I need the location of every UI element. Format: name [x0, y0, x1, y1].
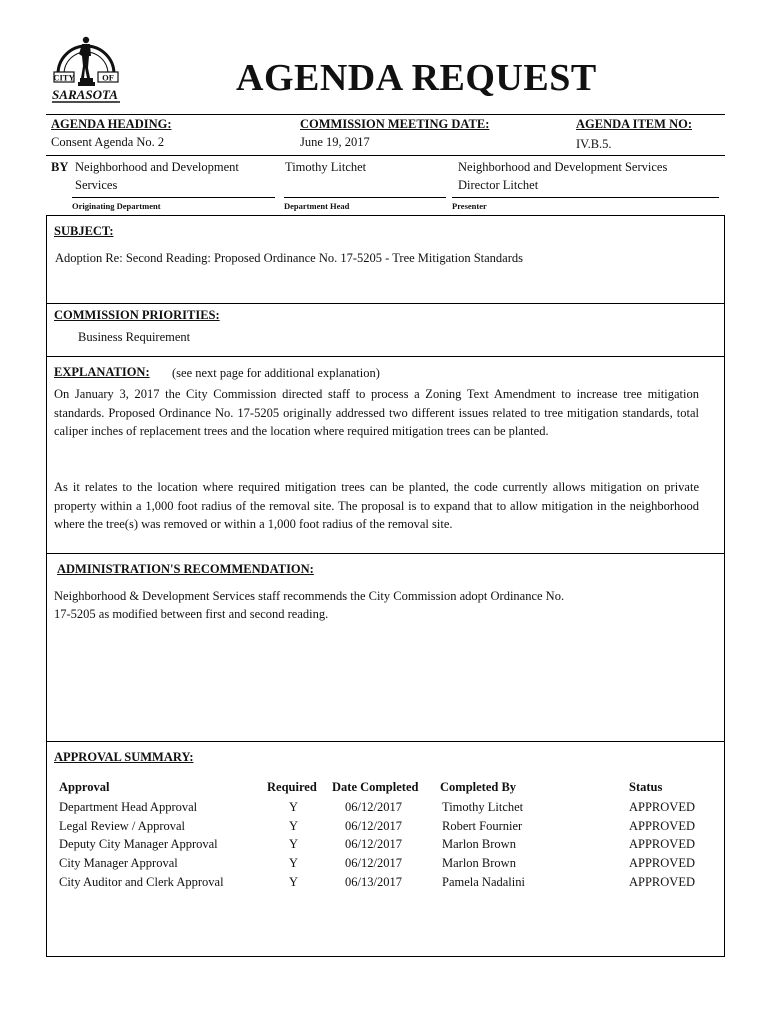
approval-completed-by: Timothy Litchet: [442, 800, 524, 814]
approval-name: City Manager Approval: [59, 856, 178, 870]
approval-required: Y: [289, 819, 299, 833]
approval-completed-by: Robert Fournier: [442, 819, 523, 833]
approval-status: APPROVED: [629, 856, 695, 870]
approval-date: 06/13/2017: [345, 875, 402, 889]
approval-status: APPROVED: [629, 800, 695, 814]
department-line2: Services: [75, 178, 118, 192]
agenda-heading-value: Consent Agenda No. 2: [51, 135, 165, 149]
city-seal-logo: [48, 26, 124, 106]
recommendation-line-2: 17-5205 as modified between first and second reading.: [54, 607, 329, 621]
presenter-caption: Presenter: [452, 201, 487, 211]
meeting-date-label: COMMISSION MEETING DATE:: [300, 117, 490, 131]
explanation-paragraph-1: On January 3, 2017 the City Commission directed staff to process a Zoning Text Amendment to increase tree mitigation standards. Proposed Ordinance No. 17-5205 originally addressed two different issues related to tree mitigation standards, total caliper inches of replacement trees and the location where required mitigation trees can be planted.: [54, 387, 699, 438]
explanation-note: (see next page for additional explanation): [172, 366, 380, 380]
column-header-status: Status: [629, 780, 663, 794]
approval-name: Deputy City Manager Approval: [59, 837, 218, 851]
department-line1: Neighborhood and Development: [75, 160, 239, 174]
subject-label: SUBJECT:: [54, 224, 114, 238]
priorities-text: Business Requirement: [78, 330, 191, 344]
approval-date: 06/12/2017: [345, 837, 402, 851]
agenda-item-value: IV.B.5.: [576, 137, 612, 151]
approval-name: Legal Review / Approval: [59, 819, 186, 833]
department-head-name: Timothy Litchet: [285, 160, 367, 174]
approval-name: City Auditor and Clerk Approval: [59, 875, 224, 889]
approval-label: APPROVAL SUMMARY:: [54, 750, 194, 764]
column-header-approval: Approval: [59, 780, 110, 794]
approval-status: APPROVED: [629, 875, 695, 889]
approval-date: 06/12/2017: [345, 856, 402, 870]
approval-required: Y: [289, 856, 299, 870]
agenda-item-label: AGENDA ITEM NO:: [576, 117, 692, 131]
logo-sarasota-text: SARASOTA: [52, 87, 119, 102]
approval-status: APPROVED: [629, 837, 695, 851]
column-header-completed-by: Completed By: [440, 780, 517, 794]
approval-completed-by: Pamela Nadalini: [442, 875, 525, 889]
meeting-date-value: June 19, 2017: [300, 135, 370, 149]
approval-date: 06/12/2017: [345, 819, 402, 833]
seal-icon: [48, 26, 124, 106]
logo-of-text: OF: [102, 72, 114, 83]
logo-city-text: CITY: [53, 72, 75, 83]
approval-date: 06/12/2017: [345, 800, 402, 814]
recommendation-label: ADMINISTRATION'S RECOMMENDATION:: [57, 562, 314, 576]
presenter-line2: Director Litchet: [458, 178, 539, 192]
approval-name: Department Head Approval: [59, 800, 198, 814]
approval-completed-by: Marlon Brown: [442, 856, 516, 870]
column-header-date: Date Completed: [332, 780, 419, 794]
approval-required: Y: [289, 837, 299, 851]
by-label: BY: [51, 160, 69, 174]
originating-department-caption: Originating Department: [72, 201, 161, 211]
approval-required: Y: [289, 875, 299, 889]
page-title: AGENDA REQUEST: [236, 57, 597, 99]
recommendation-section: [46, 553, 725, 742]
agenda-heading-label: AGENDA HEADING:: [51, 117, 172, 131]
presenter-line1: Neighborhood and Development Services: [458, 160, 668, 174]
subject-text: Adoption Re: Second Reading: Proposed Ordinance No. 17-5205 - Tree Mitigation Standards: [55, 251, 523, 265]
explanation-paragraph-2: As it relates to the location where required mitigation trees can be planted, the code currently allows mitigation on private property within a 1,000 foot radius of the removal site. The proposal is to expand that to allow mitigation in the neighborhood where the tree(s) was removed or within a 1,000 foot radius of the removal site.: [54, 480, 699, 531]
column-header-required: Required: [267, 780, 317, 794]
recommendation-line-1: Neighborhood & Development Services staff recommends the City Commission adopt Ordinance No.: [54, 589, 565, 603]
explanation-label: EXPLANATION:: [54, 365, 150, 379]
priorities-label: COMMISSION PRIORITIES:: [54, 308, 220, 322]
department-head-caption: Department Head: [284, 201, 350, 211]
approval-status: APPROVED: [629, 819, 695, 833]
approval-completed-by: Marlon Brown: [442, 837, 516, 851]
approval-required: Y: [289, 800, 299, 814]
